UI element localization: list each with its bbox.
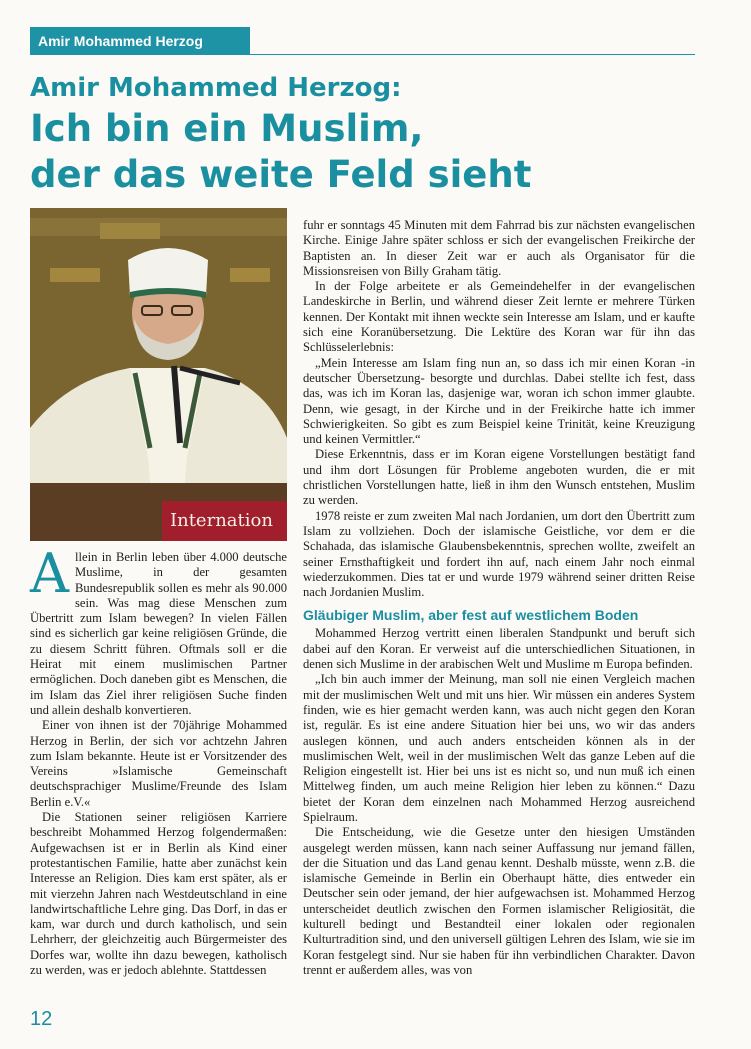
headline-line-1: Amir Mohammed Herzog: <box>30 73 402 103</box>
section-subheading: Gläubiger Muslim, aber fest auf westlichem Boden <box>303 607 639 624</box>
headline-line-3: der das weite Feld sieht <box>30 153 532 196</box>
right-column <box>303 218 695 978</box>
paragraph: fuhr er sonntags 45 Minuten mit dem Fahrrad bis zur nächsten evangelischen Kirche. Einige Jahre später schloss er sich der evangelischen Freikirche der Baptisten an. In dieser Zeit war er auch als Organisator für die Missionsreisen von Billy Graham tätig. <box>303 218 695 278</box>
portrait-illustration <box>30 208 287 541</box>
paragraph: 1978 reiste er zum zweiten Mal nach Jordanien, um dort den Übertritt zum Islam zu vollziehen. Doch der islamische Geistliche, vor dem er die Schahada, das islamische Glaubensbekenntnis, sprechen wollte, zweifelt an seiner Ernsthaftigkeit und fordert ihn auf, nach einem Jahr noch einmal wiederzukommen. Dies tat er und wurde 1979 während seiner dritten Reise nach Jordanien Muslim. <box>303 508 695 600</box>
paragraph: Mohammed Herzog vertritt einen liberalen Standpunkt und beruft sich dabei auf den Koran. Er verweist auf die unterschiedlichen Situationen, in denen sich Muslime in der arabischen Welt und Muslime m Europa befinden. <box>303 626 695 672</box>
paragraph: „Mein Interesse am Islam fing nun an, so dass ich mir einen Koran -in deutscher Übersetzung- besorgte und durchlas. Dabei stellte ich fest, dass das, was ich im Koran las, dasjenige war, woran ich schon immer glaubte. Denn, wie gesagt, in der Kirche und in der Freikirche hatte ich immer Schwierigkeiten. So gibt es zum Beispiel keine Trinität, keine Kreuzigung und keinen Vermittler.“ <box>303 355 695 447</box>
paragraph: Die Entscheidung, wie die Gesetze unter den hiesigen Umständen ausgelegt werden müssen, kann nach seiner Auffassung nur jemand fällen, der die Situation und das Land genau kennt. Deshalb müsste, wenn z.B. die islamische Gemeinde in Berlin ein Oberhaupt hätte, dies entweder ein Deutscher sein oder jemand, der hier aufgewachsen ist. Mohammed Herzog unterscheidet deutlich zwischen den Formen islamischer Religiosität, die kulturell bedingt und Bestandteil einer lokalen oder regionalen Kulturtradition sind, und den universell gültigen Lehren des Islam, wie sie im Koran festgelegt sind. Nur sie haben für ihn verbindlichen Charakter. Davon trennt er außerdem alles, was von <box>303 825 695 977</box>
drop-cap: A <box>30 542 69 605</box>
headline-line-2: Ich bin ein Muslim, <box>30 107 424 150</box>
paragraph: In der Folge arbeitete er als Gemeindehelfer in der evangelischen Landeskirche in Berlin, und während dieser Zeit lernte er mehrere Türken kennen. Der Kontakt mit ihnen weckte sein Interesse am Islam, und er kaufte sich eine Koranübersetzung. Die Lektüre des Koran war für ihn das Schlüsselerlebnis: <box>303 279 695 355</box>
page-number: 12 <box>30 1008 53 1030</box>
left-column <box>30 542 287 978</box>
section-tag: Amir Mohammed Herzog <box>30 27 250 55</box>
paragraph <box>30 542 287 718</box>
paragraph: Die Stationen seiner religiösen Karriere beschreibt Mohammed Herzog folgendermaßen: Aufgewachsen ist er in Berlin als Kind einer protestantischen Familie, hatte aber zunächst kein Interesse an Religion. Dies kam erst später, als er mit vierzehn Jahren nach Westdeutschland in eine landwirtschaftliche Lehre ging. Das Dorf, in das er kam, war durch und durch katholisch, und sein Lehrherr, der gleichzeitig auch Bürgermeister des Dorfes war, wollte ihn dazu bewegen, katholisch zu werden, was er jedoch ablehnte. Stattdessen <box>30 810 287 978</box>
paragraph: „Ich bin auch immer der Meinung, man soll nie einen Vergleich machen mit der muslimischen Welt und mit uns hier. Wir müssen ein anderes System finden, wie es hier gemacht werden kann, was auch nicht gegen den Koran ist, regulär. Es ist eine andere Situation hier bei uns, wo wir das anders auslegen können, und auch anders entscheiden können als in der muslimischen Welt, weil in der muslimischen Welt das ganze Leben auf die Religion eingestellt ist. Hier bei uns ist es nicht so, und nun muß ich einen Mittelweg finden, um auch meine Religion hier leben zu können.“ Dazu bietet der Koran dem einzelnen nach Mohammed Herzog ausreichend Spielraum. <box>303 672 695 824</box>
paragraph-text: llein in Berlin leben über 4.000 deutsche Muslime, in der gesamten Bundesrepublik sollen es mehr als 90.000 sein. Was mag diese Menschen zum Übertritt zum Islam bewegen? In vielen Fällen sind es sicherlich gar keine religiösen Gründe, die zu diesem Schritt führen. Oftmals soll er die Heirat mit einem muslimischen Partner ermöglichen. Doch daneben gibt es Menschen, die im Islam das Ziel ihrer religiösen Suche finden und allein deshalb konvertieren. <box>30 550 287 717</box>
article-headline <box>30 70 710 198</box>
photo-banner: Internation <box>162 501 287 541</box>
paragraph: Einer von ihnen ist der 70jährige Mohammed Herzog in Berlin, der sich vor achtzehn Jahren zum Islam bekannte. Heute ist er Vorsitzender des Vereins »Islamische Gemeinschaft deutschsprachiger Muslime/Freunde des Islam Berlin e.V.« <box>30 718 287 809</box>
paragraph: Diese Erkenntnis, dass er im Koran eigene Vorstellungen bestätigt fand und ihm dort Lösungen für Probleme angeboten wurden, die er mit christlichen Vorstellungen hatte, ließ in ihm den Wunsch entstehen, Muslim zu werden. <box>303 447 695 508</box>
header-rule <box>250 54 695 55</box>
portrait-photo <box>30 208 287 541</box>
